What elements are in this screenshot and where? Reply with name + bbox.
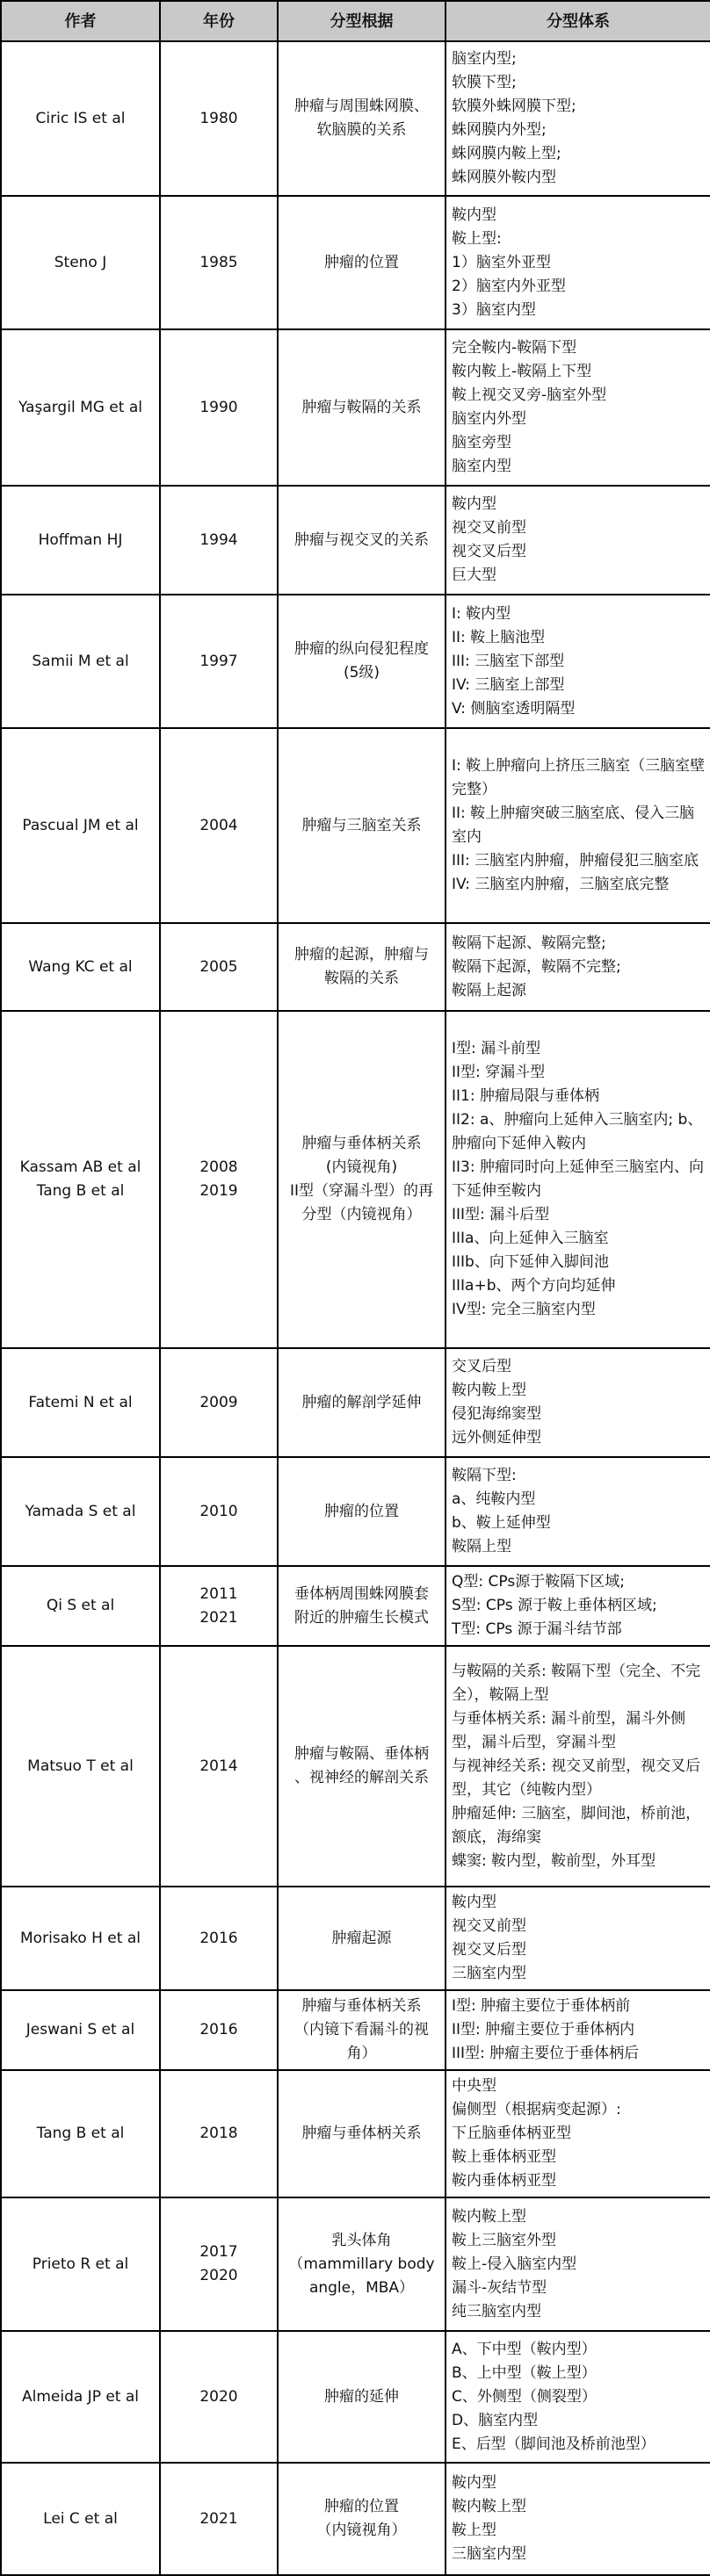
types-line: III型: 肿瘤主要位于垂体柄后 xyxy=(452,2045,640,2062)
basis-cell xyxy=(278,41,446,196)
basis-line: 附近的肿瘤生长模式 xyxy=(294,1608,429,1627)
author-line: Samii M et al xyxy=(32,652,129,670)
author-cell xyxy=(1,2463,160,2575)
year-cell xyxy=(160,196,278,329)
types-line: C、外侧型（侧裂型） xyxy=(452,2387,597,2406)
basis-line: 乳头体角 xyxy=(331,2231,392,2249)
table-body xyxy=(1,41,710,2575)
author-cell xyxy=(1,1646,160,1887)
types-line: II型: 穿漏斗型 xyxy=(452,1064,546,1081)
types-line: 视交叉前型 xyxy=(452,519,526,537)
basis-cell xyxy=(278,595,446,728)
basis-cell xyxy=(278,1646,446,1887)
year-line: 1990 xyxy=(199,398,238,416)
year-cell xyxy=(160,41,278,196)
basis-cell xyxy=(278,1457,446,1566)
author-line: Jeswani S et al xyxy=(25,2021,135,2038)
author-line: Fatemi N et al xyxy=(28,1393,133,1411)
author-cell xyxy=(1,2070,160,2197)
types-line: 与视神经关系: 视交叉前型，视交叉后型，其它（纯鞍内型） xyxy=(452,1757,701,1799)
basis-line: 肿瘤与周围蛛网膜、 xyxy=(294,97,429,115)
year-line: 1985 xyxy=(199,253,238,271)
types-line: 鞍上视交叉旁-脑室外型 xyxy=(452,386,607,404)
header-types: 分型体系 xyxy=(446,1,710,41)
author-line: Lei C et al xyxy=(43,2509,118,2528)
types-line: 脑室内外型 xyxy=(452,410,526,428)
types-line: 脑室内型 xyxy=(452,458,511,475)
types-line: 鞍隔上型 xyxy=(452,1538,511,1555)
types-cell xyxy=(446,1457,710,1566)
table-row xyxy=(1,1011,710,1348)
types-line: II: 鞍上肿瘤突破三脑室底、侵入三脑室内 xyxy=(452,805,695,846)
author-cell xyxy=(1,1887,160,1990)
author-cell xyxy=(1,1011,160,1348)
types-line: 交叉后型 xyxy=(452,1358,511,1375)
basis-line: （内镜视角） xyxy=(316,2522,407,2539)
header-year: 年份 xyxy=(160,1,278,41)
types-cell xyxy=(446,923,710,1011)
types-line: III: 三脑室下部型 xyxy=(452,652,565,670)
year-cell xyxy=(160,2331,278,2463)
author-cell xyxy=(1,41,160,196)
year-line: 2011 xyxy=(199,1584,238,1603)
types-line: 侵犯海绵窦型 xyxy=(452,1405,541,1423)
year-line: 2009 xyxy=(199,1393,238,1411)
basis-cell xyxy=(278,2070,446,2197)
year-cell xyxy=(160,1011,278,1348)
types-line: 鞍上三脑室外型 xyxy=(452,2231,556,2249)
year-cell xyxy=(160,1348,278,1457)
types-line: II型: 肿瘤主要位于垂体柄内 xyxy=(452,2021,635,2038)
table-row xyxy=(1,728,710,923)
types-line: 巨大型 xyxy=(452,566,496,584)
year-cell xyxy=(160,486,278,595)
table-row xyxy=(1,1646,710,1887)
year-line: 1994 xyxy=(199,530,238,549)
basis-line: 肿瘤与视交叉的关系 xyxy=(294,530,429,549)
types-line: IV: 三脑室上部型 xyxy=(452,675,565,694)
year-line: 2016 xyxy=(199,2021,238,2038)
types-line: II1: 肿瘤局限与垂体柄 xyxy=(452,1087,599,1105)
author-line: Kassam AB et al xyxy=(19,1158,141,1176)
types-cell xyxy=(446,329,710,486)
basis-cell xyxy=(278,2197,446,2331)
types-line: 视交叉后型 xyxy=(452,1941,526,1959)
types-cell xyxy=(446,1646,710,1887)
types-line: IV型: 完全三脑室内型 xyxy=(452,1301,596,1318)
author-line: Qi S et al xyxy=(46,1597,115,1614)
basis-cell xyxy=(278,196,446,329)
types-line: 纯三脑室内型 xyxy=(452,2302,541,2320)
types-line: D、脑室内型 xyxy=(452,2411,539,2429)
year-line: 2020 xyxy=(199,2267,238,2284)
basis-line: 肿瘤与垂体柄关系 xyxy=(301,1997,422,2015)
types-line: 漏斗-灰结节型 xyxy=(452,2278,547,2297)
basis-line: 肿瘤与三脑室关系 xyxy=(301,816,422,834)
types-line: 蝶窦: 鞍内型，鞍前型，外耳型 xyxy=(452,1851,656,1870)
header-basis: 分型根据 xyxy=(278,1,446,41)
basis-cell xyxy=(278,486,446,595)
basis-cell xyxy=(278,1348,446,1457)
types-line: 鞍上型 xyxy=(452,2522,496,2539)
types-line: 软膜外蛛网膜下型; xyxy=(452,97,576,115)
basis-cell xyxy=(278,923,446,1011)
types-line: II2: a、肿瘤向上延伸入三脑室内; b、肿瘤向下延伸入鞍内 xyxy=(452,1111,703,1152)
author-cell xyxy=(1,329,160,486)
table-row xyxy=(1,2197,710,2331)
types-line: 鞍内鞍上型 xyxy=(452,2498,526,2515)
year-line: 2004 xyxy=(199,816,238,834)
types-line: I: 鞍内型 xyxy=(452,604,511,623)
year-line: 2021 xyxy=(199,2509,238,2528)
types-line: T型: CPs 源于漏斗结节部 xyxy=(452,1620,622,1638)
author-cell xyxy=(1,196,160,329)
author-line: Yaşargil MG et al xyxy=(18,398,142,416)
author-line: Morisako H et al xyxy=(20,1929,141,1947)
types-line: IV: 三脑室内肿瘤，三脑室底完整 xyxy=(452,876,670,893)
types-line: Q型: CPs源于鞍隔下区域; xyxy=(452,1573,625,1591)
types-line: 鞍内鞍上型 xyxy=(452,1382,526,1399)
types-line: a、纯鞍内型 xyxy=(452,1490,536,1508)
basis-line: 肿瘤的位置 xyxy=(324,2498,399,2515)
author-cell xyxy=(1,2197,160,2331)
types-line: 下丘脑垂体柄亚型 xyxy=(452,2125,571,2142)
types-line: IIIb、向下延伸入脚间池 xyxy=(452,1253,609,1271)
author-line: Hoffman HJ xyxy=(38,530,123,549)
types-cell xyxy=(446,1011,710,1348)
types-cell xyxy=(446,1990,710,2070)
types-line: 鞍隔下起源，鞍隔不完整; xyxy=(452,957,621,976)
types-line: 鞍隔下起源、鞍隔完整; xyxy=(452,934,606,952)
year-cell xyxy=(160,595,278,728)
year-cell xyxy=(160,728,278,923)
author-line: Steno J xyxy=(54,253,107,271)
author-cell xyxy=(1,2331,160,2463)
types-line: A、下中型（鞍内型） xyxy=(452,2340,597,2358)
basis-line: II型（穿漏斗型）的再 xyxy=(289,1182,434,1200)
year-cell xyxy=(160,1457,278,1566)
table-row xyxy=(1,329,710,486)
basis-line: 肿瘤的位置 xyxy=(324,253,399,271)
types-cell xyxy=(446,2463,710,2575)
types-line: II: 鞍上脑池型 xyxy=(452,628,546,646)
types-line: 1）脑室外亚型 xyxy=(452,253,551,271)
year-line: 2019 xyxy=(199,1182,238,1200)
author-cell xyxy=(1,1990,160,2070)
types-line: 完全鞍内-鞍隔下型 xyxy=(452,339,577,357)
basis-line: 肿瘤与鞍隔、垂体柄 xyxy=(294,1745,429,1763)
table-row xyxy=(1,41,710,196)
types-line: 2）脑室内外亚型 xyxy=(452,277,566,295)
year-cell xyxy=(160,923,278,1011)
types-line: 蛛网膜内外型; xyxy=(452,121,547,139)
basis-line: 肿瘤与垂体柄关系 xyxy=(301,2125,422,2142)
types-cell xyxy=(446,486,710,595)
types-line: III: 三脑室内肿瘤，肿瘤侵犯三脑室底 xyxy=(452,852,699,869)
types-cell xyxy=(446,1348,710,1457)
year-cell xyxy=(160,329,278,486)
types-line: 远外侧延伸型 xyxy=(452,1429,541,1447)
types-line: 三脑室内型 xyxy=(452,1965,526,1982)
year-cell xyxy=(160,1646,278,1887)
basis-line: 分型（内镜视角） xyxy=(301,1206,422,1223)
table-row xyxy=(1,1990,710,2070)
basis-line: (5级) xyxy=(343,664,380,682)
year-cell xyxy=(160,1887,278,1990)
types-cell xyxy=(446,2070,710,2197)
table-row xyxy=(1,2331,710,2463)
types-line: 三脑室内型 xyxy=(452,2545,526,2563)
author-cell xyxy=(1,1348,160,1457)
types-line: 与垂体柄关系: 漏斗前型，漏斗外侧型，漏斗后型，穿漏斗型 xyxy=(452,1709,686,1751)
types-line: I型: 肿瘤主要位于垂体柄前 xyxy=(452,1997,631,2015)
basis-cell xyxy=(278,1566,446,1646)
year-line: 1997 xyxy=(199,652,238,670)
types-cell xyxy=(446,1566,710,1646)
basis-line: 、视神经的解剖关系 xyxy=(294,1769,429,1786)
basis-line: 肿瘤的延伸 xyxy=(324,2387,399,2406)
types-cell xyxy=(446,2331,710,2463)
year-line: 1980 xyxy=(199,109,238,127)
author-line: Almeida JP et al xyxy=(21,2387,140,2406)
types-line: V: 侧脑室透明隔型 xyxy=(452,699,576,718)
author-line: Yamada S et al xyxy=(25,1502,136,1520)
types-line: 鞍内型 xyxy=(452,495,496,513)
author-line: Wang KC et al xyxy=(28,957,133,976)
basis-line: (内镜视角) xyxy=(325,1158,398,1176)
types-line: 鞍上垂体柄亚型 xyxy=(452,2148,556,2166)
types-line: B、上中型（鞍上型） xyxy=(452,2363,597,2382)
table-row xyxy=(1,2463,710,2575)
basis-cell xyxy=(278,329,446,486)
types-line: 视交叉后型 xyxy=(452,543,526,560)
author-line: Tang B et al xyxy=(36,1182,125,1200)
author-cell xyxy=(1,923,160,1011)
table-row xyxy=(1,1348,710,1457)
year-line: 2010 xyxy=(199,1502,238,1520)
basis-line: 肿瘤与垂体柄关系 xyxy=(301,1135,422,1152)
year-cell xyxy=(160,1566,278,1646)
basis-line: 肿瘤起源 xyxy=(331,1929,392,1947)
types-line: 偏侧型（根据病变起源）: xyxy=(452,2101,621,2118)
types-line: 鞍上-侵入脑室内型 xyxy=(452,2255,577,2273)
year-line: 2016 xyxy=(199,1929,238,1947)
basis-line: 肿瘤的纵向侵犯程度 xyxy=(294,640,429,658)
basis-line: 鞍隔的关系 xyxy=(324,970,399,987)
author-line: Prieto R et al xyxy=(32,2255,129,2273)
table-row xyxy=(1,1457,710,1566)
types-line: III型: 漏斗后型 xyxy=(452,1206,550,1223)
types-line: 肿瘤延伸: 三脑室，脚间池，桥前池，额底，海绵窦 xyxy=(452,1804,701,1846)
author-line: Ciric IS et al xyxy=(35,109,126,127)
author-cell xyxy=(1,1566,160,1646)
basis-line: 肿瘤与鞍隔的关系 xyxy=(301,398,422,416)
table-row xyxy=(1,196,710,329)
types-line: 蛛网膜内鞍上型; xyxy=(452,145,561,162)
author-cell xyxy=(1,486,160,595)
header-row xyxy=(1,1,710,41)
basis-line: 肿瘤的位置 xyxy=(324,1502,399,1520)
author-cell xyxy=(1,728,160,923)
year-line: 2008 xyxy=(199,1158,238,1176)
types-line: 鞍内型 xyxy=(452,206,496,224)
basis-cell xyxy=(278,1990,446,2070)
year-line: 2018 xyxy=(199,2125,238,2142)
year-line: 2020 xyxy=(199,2387,238,2406)
basis-line: 软脑膜的关系 xyxy=(316,121,407,139)
types-line: 鞍隔上起源 xyxy=(452,981,526,999)
basis-line: 肿瘤的起源，肿瘤与 xyxy=(294,946,429,963)
types-line: II3: 肿瘤同时向上延伸至三脑室内、向下延伸至鞍内 xyxy=(452,1158,704,1200)
basis-line: angle，MBA） xyxy=(308,2278,415,2297)
year-line: 2017 xyxy=(199,2243,238,2261)
year-cell xyxy=(160,2463,278,2575)
types-cell xyxy=(446,1887,710,1990)
year-line: 2014 xyxy=(199,1757,238,1775)
types-line: I: 鞍上肿瘤向上挤压三脑室（三脑室壁完整） xyxy=(452,757,706,798)
author-cell xyxy=(1,595,160,728)
types-line: 软膜下型; xyxy=(452,74,517,91)
types-line: 鞍上型: xyxy=(452,229,502,248)
types-cell xyxy=(446,196,710,329)
author-line: Tang B et al xyxy=(36,2125,125,2142)
basis-cell xyxy=(278,728,446,923)
basis-line: （内镜下看漏斗的视 xyxy=(294,2021,429,2038)
types-cell xyxy=(446,595,710,728)
basis-line: 垂体柄周围蛛网膜套 xyxy=(294,1584,429,1603)
table-row xyxy=(1,923,710,1011)
types-line: 鞍内型 xyxy=(452,1894,496,1911)
author-cell xyxy=(1,1457,160,1566)
types-line: I型: 漏斗前型 xyxy=(452,1040,541,1057)
basis-cell xyxy=(278,1011,446,1348)
types-line: 鞍隔下型: xyxy=(452,1467,517,1484)
table-row xyxy=(1,2070,710,2197)
year-line: 2005 xyxy=(199,957,238,976)
types-line: 脑室内型; xyxy=(452,50,517,68)
table-row xyxy=(1,1566,710,1646)
types-line: 蛛网膜外鞍内型 xyxy=(452,169,556,186)
basis-line: （mammillary body xyxy=(288,2255,435,2273)
types-line: IIIa、向上延伸入三脑室 xyxy=(452,1230,609,1247)
types-line: 与鞍隔的关系: 鞍隔下型（完全、不完全），鞍隔上型 xyxy=(452,1662,701,1704)
basis-line: 肿瘤的解剖学延伸 xyxy=(301,1393,422,1411)
types-line: IIIa+b、两个方向均延伸 xyxy=(452,1277,616,1295)
types-line: 脑室旁型 xyxy=(452,434,511,451)
types-line: 中央型 xyxy=(452,2077,496,2095)
year-cell xyxy=(160,1990,278,2070)
types-line: 视交叉前型 xyxy=(452,1917,526,1935)
year-line: 2021 xyxy=(199,1608,238,1627)
types-line: 鞍内鞍上-鞍隔上下型 xyxy=(452,363,592,380)
types-cell xyxy=(446,2197,710,2331)
table-row xyxy=(1,1887,710,1990)
basis-cell xyxy=(278,1887,446,1990)
author-line: Matsuo T et al xyxy=(27,1757,134,1775)
types-cell xyxy=(446,728,710,923)
basis-cell xyxy=(278,2331,446,2463)
author-line: Pascual JM et al xyxy=(22,816,139,834)
basis-cell xyxy=(278,2463,446,2575)
year-cell xyxy=(160,2197,278,2331)
table-row xyxy=(1,486,710,595)
types-line: 3）脑室内型 xyxy=(452,300,536,319)
types-line: b、鞍上延伸型 xyxy=(452,1514,551,1532)
basis-line: 角） xyxy=(346,2045,377,2062)
table-row xyxy=(1,595,710,728)
types-line: 鞍内鞍上型 xyxy=(452,2207,526,2226)
types-line: 鞍内垂体柄亚型 xyxy=(452,2172,556,2190)
types-cell xyxy=(446,41,710,196)
header-author: 作者 xyxy=(1,1,160,41)
types-line: S型: CPs 源于鞍上垂体柄区域; xyxy=(452,1597,657,1614)
types-line: E、后型（脚间池及桥前池型） xyxy=(452,2435,656,2453)
types-line: 鞍内型 xyxy=(452,2474,496,2492)
year-cell xyxy=(160,2070,278,2197)
